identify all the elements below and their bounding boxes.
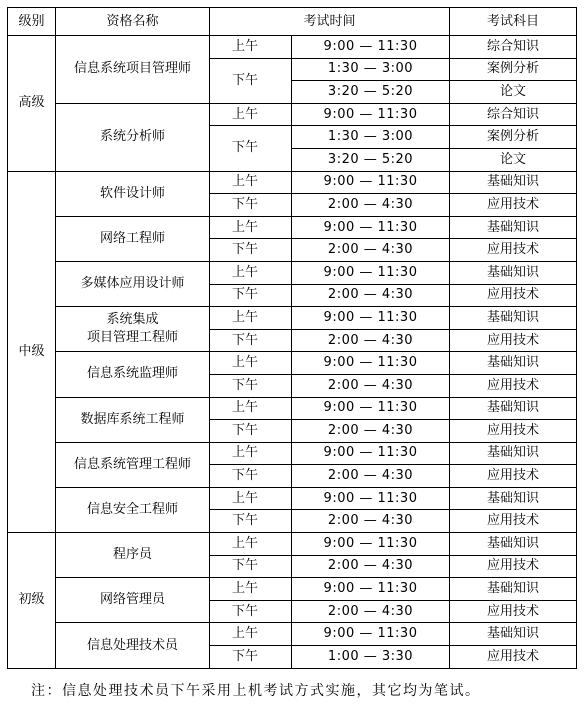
subject-cell: 应用技术 — [450, 239, 577, 262]
time-cell: 9:00 — 11:30 — [292, 216, 450, 239]
session-cell: 上午 — [210, 533, 292, 556]
table-row — [8, 487, 577, 510]
session-cell: 上午 — [210, 171, 292, 194]
subject-cell: 应用技术 — [450, 600, 577, 623]
session-cell: 上午 — [210, 216, 292, 239]
qualification-cell: 信息处理技术员 — [56, 623, 210, 668]
subject-cell: 论文 — [450, 81, 577, 104]
session-cell: 下午 — [210, 329, 292, 352]
subject-cell: 应用技术 — [450, 465, 577, 488]
qualification-cell: 信息系统项目管理师 — [56, 36, 210, 104]
session-cell: 下午 — [210, 284, 292, 307]
time-cell: 1:00 — 3:30 — [292, 646, 450, 669]
session-cell: 上午 — [210, 307, 292, 330]
time-cell: 9:00 — 11:30 — [292, 397, 450, 420]
subject-cell: 应用技术 — [450, 374, 577, 397]
subject-cell: 案例分析 — [450, 126, 577, 149]
session-cell: 下午 — [210, 510, 292, 533]
subject-cell: 基础知识 — [450, 216, 577, 239]
session-cell: 上午 — [210, 103, 292, 126]
subject-cell: 基础知识 — [450, 442, 577, 465]
subject-cell: 基础知识 — [450, 623, 577, 646]
session-cell: 上午 — [210, 487, 292, 510]
subject-cell: 综合知识 — [450, 36, 577, 59]
time-cell: 2:00 — 4:30 — [292, 284, 450, 307]
session-cell: 下午 — [210, 646, 292, 669]
table-row — [8, 623, 577, 646]
time-cell: 2:00 — 4:30 — [292, 465, 450, 488]
session-cell: 下午 — [210, 465, 292, 488]
subject-cell: 基础知识 — [450, 352, 577, 375]
session-cell: 上午 — [210, 261, 292, 284]
time-cell: 9:00 — 11:30 — [292, 533, 450, 556]
time-cell: 2:00 — 4:30 — [292, 600, 450, 623]
qualification-cell: 数据库系统工程师 — [56, 397, 210, 442]
time-cell: 2:00 — 4:30 — [292, 420, 450, 443]
session-cell: 下午 — [210, 374, 292, 397]
table-row — [8, 352, 577, 375]
time-cell: 9:00 — 11:30 — [292, 623, 450, 646]
session-cell: 上午 — [210, 397, 292, 420]
time-cell: 9:00 — 11:30 — [292, 487, 450, 510]
subject-cell: 基础知识 — [450, 397, 577, 420]
table-body — [8, 36, 577, 669]
subject-cell: 应用技术 — [450, 646, 577, 669]
time-cell: 9:00 — 11:30 — [292, 442, 450, 465]
session-cell: 下午 — [210, 239, 292, 262]
qualification-cell: 多媒体应用设计师 — [56, 261, 210, 306]
session-cell: 下午 — [210, 194, 292, 217]
time-cell: 2:00 — 4:30 — [292, 555, 450, 578]
footnote: 注：信息处理技术员下午采用上机考试方式实施，其它均为笔试。 — [31, 683, 481, 699]
time-cell: 2:00 — 4:30 — [292, 374, 450, 397]
table-row — [8, 103, 577, 126]
exam-schedule-table — [7, 7, 577, 669]
session-cell: 下午 — [210, 420, 292, 443]
table-header-row — [8, 8, 577, 36]
time-cell: 9:00 — 11:30 — [292, 578, 450, 601]
table-row — [8, 442, 577, 465]
subject-cell: 案例分析 — [450, 58, 577, 81]
qualification-cell: 软件设计师 — [56, 171, 210, 216]
time-cell: 1:30 — 3:00 — [292, 58, 450, 81]
header-time: 考试时间 — [210, 8, 450, 36]
header-qualification: 资格名称 — [56, 8, 210, 36]
time-cell: 3:20 — 5:20 — [292, 148, 450, 171]
time-cell: 2:00 — 4:30 — [292, 194, 450, 217]
table-row — [8, 171, 577, 194]
subject-cell: 应用技术 — [450, 420, 577, 443]
session-cell: 下午 — [210, 58, 292, 103]
qualification-cell: 信息安全工程师 — [56, 487, 210, 532]
qualification-cell: 网络管理员 — [56, 578, 210, 623]
table-row — [8, 36, 577, 59]
session-cell: 下午 — [210, 600, 292, 623]
table-row — [8, 261, 577, 284]
qualification-cell: 信息系统管理工程师 — [56, 442, 210, 487]
time-cell: 2:00 — 4:30 — [292, 239, 450, 262]
subject-cell: 基础知识 — [450, 171, 577, 194]
subject-cell: 应用技术 — [450, 284, 577, 307]
subject-cell: 应用技术 — [450, 194, 577, 217]
subject-cell: 基础知识 — [450, 261, 577, 284]
table-row — [8, 307, 577, 330]
time-cell: 9:00 — 11:30 — [292, 307, 450, 330]
session-cell: 上午 — [210, 352, 292, 375]
level-cell: 初级 — [8, 533, 56, 669]
subject-cell: 应用技术 — [450, 329, 577, 352]
subject-cell: 基础知识 — [450, 487, 577, 510]
time-cell: 2:00 — 4:30 — [292, 329, 450, 352]
subject-cell: 基础知识 — [450, 578, 577, 601]
table-row — [8, 216, 577, 239]
qualification-cell: 系统集成 项目管理工程师 — [56, 307, 210, 352]
subject-cell: 论文 — [450, 148, 577, 171]
header-level: 级别 — [8, 8, 56, 36]
time-cell: 1:30 — 3:00 — [292, 126, 450, 149]
session-cell: 上午 — [210, 623, 292, 646]
session-cell: 上午 — [210, 442, 292, 465]
session-cell: 上午 — [210, 36, 292, 59]
time-cell: 9:00 — 11:30 — [292, 261, 450, 284]
session-cell: 下午 — [210, 126, 292, 171]
qualification-cell: 系统分析师 — [56, 103, 210, 171]
subject-cell: 基础知识 — [450, 307, 577, 330]
header-subject: 考试科目 — [450, 8, 577, 36]
time-cell: 9:00 — 11:30 — [292, 36, 450, 59]
subject-cell: 综合知识 — [450, 103, 577, 126]
qualification-cell: 网络工程师 — [56, 216, 210, 261]
level-cell: 中级 — [8, 171, 56, 533]
time-cell: 9:00 — 11:30 — [292, 103, 450, 126]
time-cell: 9:00 — 11:30 — [292, 171, 450, 194]
level-cell: 高级 — [8, 36, 56, 172]
qualification-cell: 信息系统监理师 — [56, 352, 210, 397]
time-cell: 9:00 — 11:30 — [292, 352, 450, 375]
table-row — [8, 397, 577, 420]
subject-cell: 应用技术 — [450, 510, 577, 533]
subject-cell: 基础知识 — [450, 533, 577, 556]
subject-cell: 应用技术 — [450, 555, 577, 578]
time-cell: 3:20 — 5:20 — [292, 81, 450, 104]
session-cell: 上午 — [210, 578, 292, 601]
session-cell: 下午 — [210, 555, 292, 578]
qualification-cell: 程序员 — [56, 533, 210, 578]
table-row — [8, 578, 577, 601]
table-row — [8, 533, 577, 556]
time-cell: 2:00 — 4:30 — [292, 510, 450, 533]
